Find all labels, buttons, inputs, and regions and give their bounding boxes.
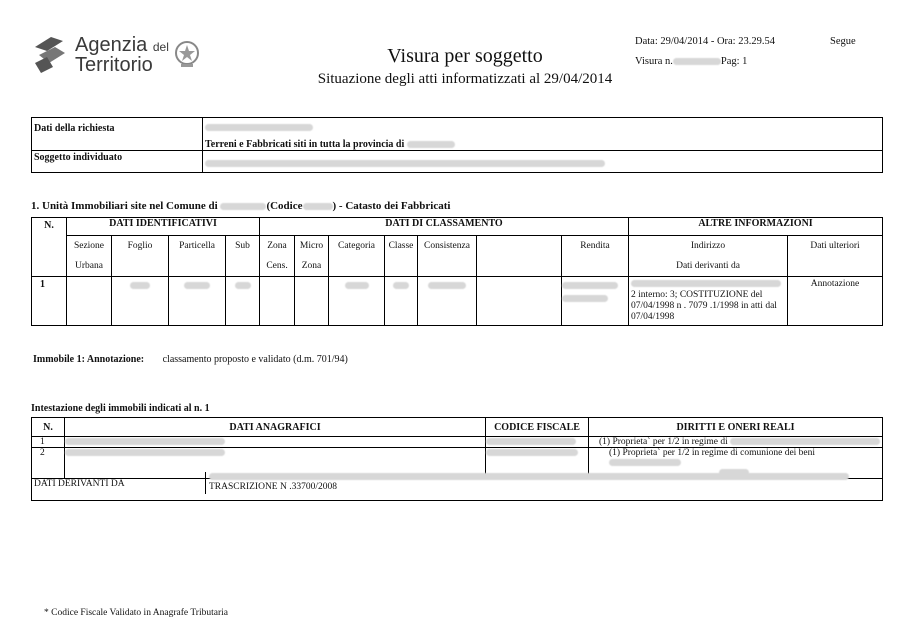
trascrizione-text: TRASCRIZIONE N .33700/2008 (209, 482, 337, 492)
logo-line1-suffix: del (152, 40, 169, 54)
visura-number: Visura n. Pag: 1 (635, 56, 748, 67)
col-anagrafici: DATI ANAGRAFICI (65, 418, 486, 437)
table-row (32, 437, 883, 448)
col-sezione: Sezione (73, 241, 105, 251)
request-box (31, 117, 883, 173)
col-codice: CODICE FISCALE (486, 418, 589, 437)
terreni-label: Terreni e Fabbricati siti in tutta la provincia di (205, 139, 405, 150)
logo-line2: Territorio (75, 54, 153, 76)
col-group-class: DATI DI CLASSAMENTO (260, 218, 629, 236)
table-row (32, 277, 883, 326)
agency-logo-icon (33, 33, 69, 77)
col-rendita: Rendita (562, 236, 629, 277)
annotation-text: classamento proposto e validato (d.m. 701/94) (162, 354, 348, 365)
section2-heading: Intestazione degli immobili indicati al n. 1 (31, 403, 210, 414)
derivanti-divider (205, 472, 206, 494)
page-number: Pag: 1 (720, 56, 748, 67)
col-group-altre: ALTRE INFORMAZIONI (629, 218, 883, 236)
row-derivanti: 2 interno: 3; COSTITUZIONE del 07/04/1998 n . 7079 .1/1998 in atti dal 07/04/1998 (631, 290, 777, 322)
col-derivanti: Dati derivanti da (676, 261, 740, 271)
immobili-table (31, 217, 883, 326)
annotation-label: Immobile 1: Annotazione: (33, 354, 145, 365)
col-n2: N. (32, 418, 65, 437)
col-zona: Zona (267, 241, 287, 251)
col-sub: Sub (226, 236, 260, 277)
row1-diritti: (1) Proprieta` per 1/2 in regime di (599, 437, 728, 447)
col-categoria: Categoria (329, 236, 385, 277)
derivanti-label: DATI DERIVANTI DA (34, 479, 125, 489)
col-particella: Particella (169, 236, 226, 277)
section1-heading: 1. Unità Immobiliari site nel Comune di (Codice ) - Catasto dei Fabbricati (31, 200, 451, 212)
col-zona2: Zona (301, 261, 322, 271)
logo-line1: Agenzia (75, 34, 148, 56)
trascrizione (209, 472, 849, 492)
footnote: * Codice Fiscale Validato in Anagrafe Tributaria (44, 608, 228, 618)
col-n: N. (32, 218, 67, 277)
annotation (33, 354, 348, 365)
col-classe: Classe (385, 236, 418, 277)
logo (33, 33, 203, 77)
col-group-ident: DATI IDENTIFICATIVI (67, 218, 260, 236)
page-subtitle: Situazione degli atti informatizzati al 29/04/2014 (317, 71, 613, 87)
row2-diritti: (1) Proprieta` per 1/2 in regime di comunione dei beni (609, 448, 816, 458)
col-indirizzo: Indirizzo (690, 241, 726, 251)
segue-label: Segue (830, 36, 856, 47)
row1-n: 1 (32, 437, 65, 448)
col-consistenza: Consistenza (418, 236, 477, 277)
col-diritti: DIRITTI E ONERI REALI (589, 418, 883, 437)
emblem-icon (173, 39, 201, 69)
row-ulteriori: Annotazione (788, 277, 883, 326)
col-ulteriori: Dati ulteriori (788, 236, 883, 277)
dati-richiesta-label: Dati della richiesta (34, 123, 115, 134)
col-cens: Cens. (266, 261, 288, 271)
page-title: Visura per soggetto (387, 45, 543, 67)
row2-n: 2 (32, 448, 65, 479)
soggetto-label: Soggetto individuato (34, 152, 123, 163)
col-micro: Micro (299, 241, 324, 251)
col-foglio: Foglio (112, 236, 169, 277)
row-n: 1 (32, 277, 67, 326)
col-urbana: Urbana (75, 261, 103, 271)
datetime: Data: 29/04/2014 - Ora: 23.29.54 (635, 36, 775, 47)
